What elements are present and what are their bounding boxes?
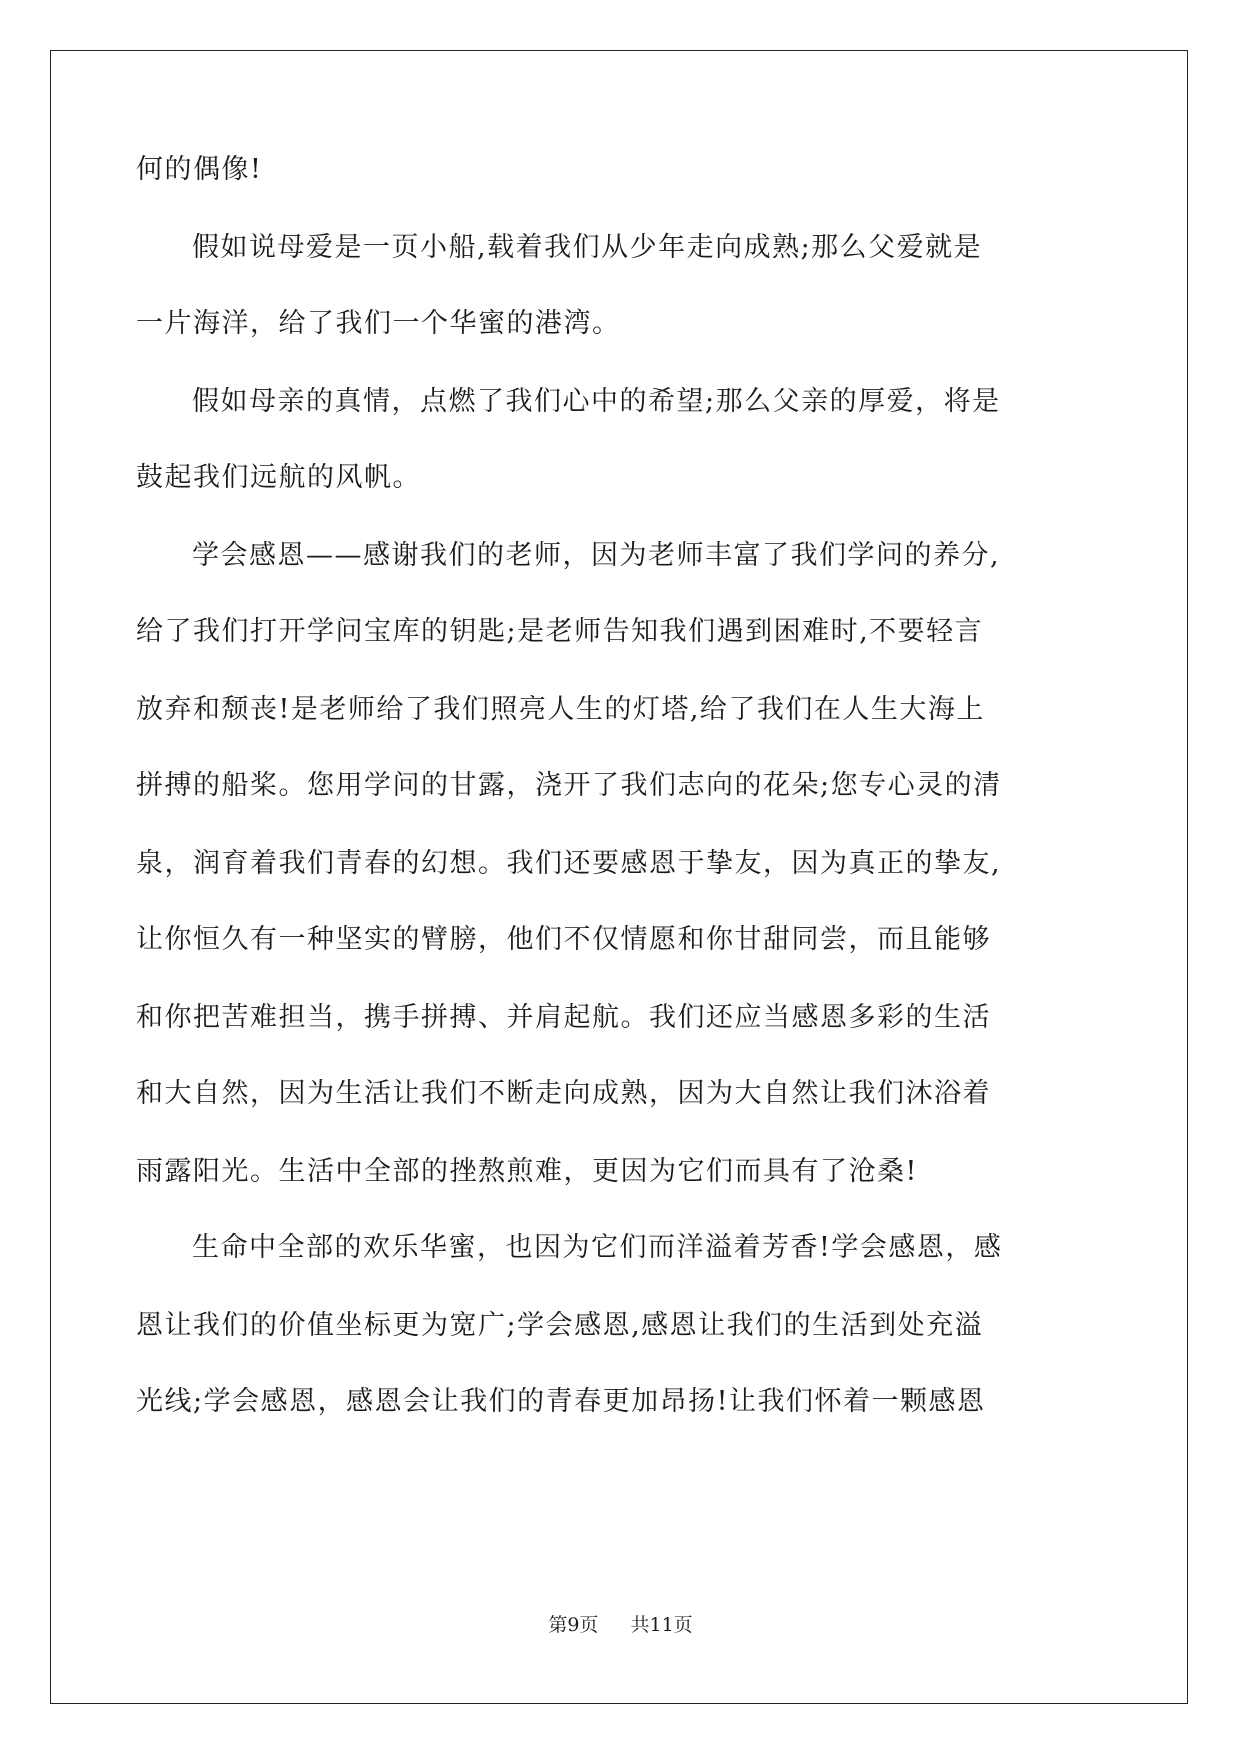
paragraph-first-line: 假如母亲的真情，点燃了我们心中的希望;那么父亲的厚爱，将是 bbox=[192, 386, 1001, 417]
text-line: 和大自然，因为生活让我们不断走向成熟，因为大自然让我们沐浴着 bbox=[136, 1078, 991, 1109]
text-line: 给了我们打开学问宝库的钥匙;是老师告知我们遇到困难时,不要轻言 bbox=[136, 616, 984, 647]
text-line: 雨露阳光。生活中全部的挫熬煎难，更因为它们而具有了沧桑! bbox=[136, 1156, 918, 1187]
text-line: 和你把苦难担当，携手拼搏、并肩起航。我们还应当感恩多彩的生活 bbox=[136, 1002, 991, 1033]
paragraph-first-line: 学会感恩——感谢我们的老师，因为老师丰富了我们学问的养分, bbox=[192, 540, 1001, 571]
page-number: 第9页 bbox=[548, 1614, 599, 1636]
text-line: 光线;学会感恩，感恩会让我们的青春更加昂扬!让我们怀着一颗感恩 bbox=[136, 1386, 986, 1417]
text-line: 泉，润育着我们青春的幻想。我们还要感恩于挚友，因为真正的挚友, bbox=[136, 848, 1002, 879]
text-line: 何的偶像! bbox=[136, 154, 263, 185]
paragraph-first-line: 假如说母爱是一页小船,载着我们从少年走向成熟;那么父爱就是 bbox=[192, 232, 983, 263]
total-pages: 共11页 bbox=[630, 1614, 693, 1636]
text-line: 拼搏的船桨。您用学问的甘露，浇开了我们志向的花朵;您专心灵的清 bbox=[136, 770, 1002, 801]
text-line: 恩让我们的价值坐标更为宽广;学会感恩,感恩让我们的生活到处充溢 bbox=[136, 1310, 984, 1341]
text-line: 鼓起我们远航的风帆。 bbox=[136, 462, 421, 493]
page-footer bbox=[0, 1612, 1241, 1638]
paragraph-first-line: 生命中全部的欢乐华蜜，也因为它们而洋溢着芳香!学会感恩，感 bbox=[192, 1232, 1003, 1263]
text-line: 让你恒久有一种坚实的臂膀，他们不仅情愿和你甘甜同尝，而且能够 bbox=[136, 924, 991, 955]
text-line: 一片海洋，给了我们一个华蜜的港湾。 bbox=[136, 308, 621, 339]
text-line: 放弃和颓丧!是老师给了我们照亮人生的灯塔,给了我们在人生大海上 bbox=[136, 694, 985, 725]
